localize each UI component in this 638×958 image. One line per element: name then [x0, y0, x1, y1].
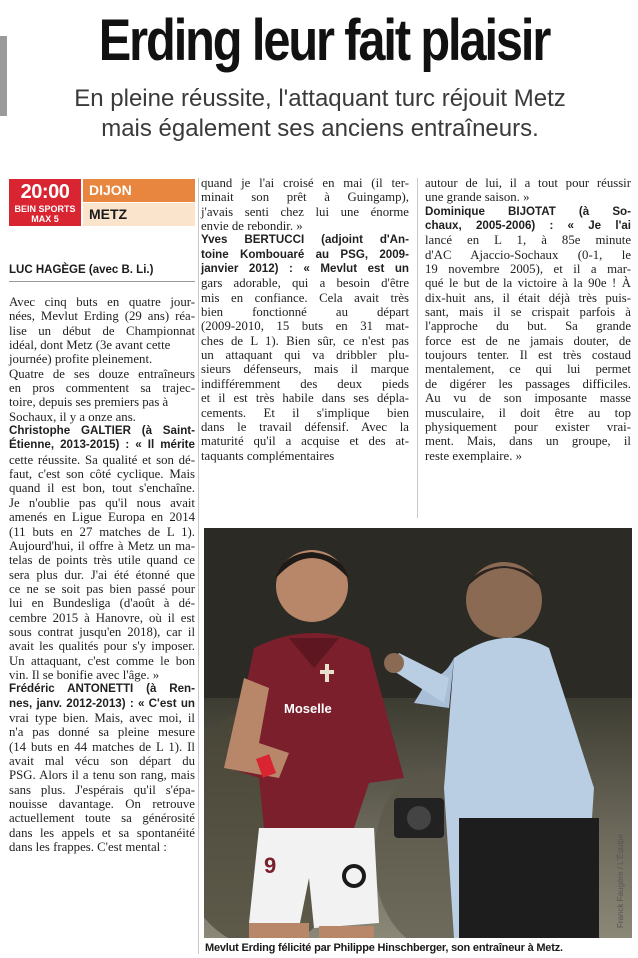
article-text-line: physiquement pour exister vrai- — [425, 419, 631, 434]
article-text-line: telas de points très utile quand ce — [9, 553, 195, 568]
tv-schedule-box — [9, 179, 195, 226]
article-photo — [204, 528, 632, 938]
article-text-line: sant, mais il se crispait parfois à — [425, 305, 631, 320]
article-text-line: l'approche du but. Sa grande — [425, 319, 631, 334]
article-text-line: (11 buts en 27 matches de L 1). — [9, 524, 195, 539]
article-text-line: ment. Mais, dans un groupe, il — [425, 434, 631, 449]
photo-credit: Franck Faugère / L'Équipe — [616, 833, 625, 928]
kickoff-time: 20:00 — [20, 181, 70, 203]
article-column-3 — [425, 176, 631, 463]
home-team: DIJON — [83, 179, 195, 202]
byline-divider — [9, 281, 195, 282]
article-text-line: et il est très habile dans ses dépla- — [201, 391, 409, 406]
article-text-line: ce ne se soit pas bien passé pour — [9, 581, 195, 596]
article-text-line: dans le travail défensif. Avec la — [201, 419, 409, 434]
article-text-line: force est de ne jamais douter, de — [425, 333, 631, 348]
article-column-1 — [9, 295, 195, 854]
article-text-line: n'a pas donné sa pleine mesure — [9, 725, 195, 740]
article-text-line: journée) profite pleinement. — [9, 352, 153, 367]
article-text-line: idéal, dont Metz (3e avant cette — [9, 338, 171, 353]
photo-caption: Mevlut Erding félicité par Philippe Hinschberger, son entraîneur à Metz. — [205, 942, 563, 954]
article-text-line: vin. Il se bonifie avec l'âge. » — [9, 667, 160, 682]
section-marker-bar — [0, 36, 7, 116]
subheadline — [40, 84, 600, 144]
article-text-line: actuellement toute sa générosité — [9, 811, 195, 826]
article-text-line: nouisse davantage. On retrouve — [9, 797, 195, 812]
article-text-line: toujours tenter. Il est très costaud — [425, 348, 631, 363]
article-text-line: quand je l'ai croisé en mai (il ter- — [201, 176, 409, 190]
article-text-line: cembre 2015 à Hanovre, où il est — [9, 610, 195, 625]
article-text-line: quand il est bon, tout s'enchaîne. — [9, 481, 195, 496]
article-text-line: faut, c'est son côté cyclique. Mais — [9, 467, 195, 482]
tv-channel-sub: MAX 5 — [31, 214, 59, 224]
article-text-line: j'avais senti chez lui une énorme — [201, 204, 409, 219]
article-text-line: janvier 2012) : « Mevlut est un — [201, 262, 409, 276]
article-text-line: dans les frappes. C'est mental : — [9, 840, 167, 855]
article-text-line: 19 novembre 2005), et il a mar- — [425, 262, 631, 277]
article-text-line: bien fonctionné au départ — [201, 305, 409, 320]
article-text-line: Au vu de son imposante masse — [425, 391, 631, 406]
headline: Erding leur fait plaisir — [98, 8, 550, 73]
article-text-line: de digérer les passages difficiles. — [425, 376, 631, 391]
article-text-line: taquants complémentaires — [201, 448, 335, 463]
article-text-line: sera plus dur. J'ai été étonné que — [9, 567, 195, 582]
article-text-line: cette réussite. Sa qualité et son dé- — [9, 452, 195, 467]
tv-channel: BEIN SPORTS — [14, 204, 76, 214]
article-text-line: PSG. Alors il a tenu son rang, mais — [9, 768, 195, 783]
article-text-line: dans les appels et sa spontanéité — [9, 825, 195, 840]
article-text-line: un attaquant qui va dribbler plu- — [201, 348, 409, 363]
article-text-line: cements. Et il s'implique bien — [201, 405, 409, 420]
article-text-line: Aujourd'hui, il offre à Metz un ma- — [9, 538, 195, 553]
article-text-line: Étienne, 2013-2015) : « Il mérite — [9, 438, 195, 452]
subheadline-line: En pleine réussite, l'attaquant turc réjouit Metz — [74, 85, 566, 112]
article-text-line: Je n'oublie pas qu'il nous avait — [9, 495, 195, 510]
article-column-2 — [201, 176, 409, 463]
column-divider — [198, 178, 199, 954]
article-text-line: une grande saison. » — [425, 190, 530, 205]
byline: LUC HAGÈGE (avec B. Li.) — [9, 264, 154, 276]
article-text-line: nées, Mevlut Erding (29 ans) réa- — [9, 309, 195, 324]
article-text-line: sieurs défenseurs, mais il marque — [201, 362, 409, 377]
article-text-line: minait son prêt à Guingamp), — [201, 190, 409, 205]
article-text-line: Quatre de ses douze entraîneurs — [9, 366, 195, 381]
article-text-line: vrai type bien. Mais, avec moi, il — [9, 710, 195, 725]
article-text-line: toire, depuis ses premiers pas à — [9, 395, 169, 410]
away-team: METZ — [83, 203, 195, 226]
subheadline-line: mais également ses anciens entraîneurs. — [101, 115, 539, 142]
article-text-line: Frédéric ANTONETTI (à Ren- — [9, 682, 195, 696]
column-divider — [417, 178, 418, 518]
article-text-line: (2009-2010, 15 buts en 31 mat- — [201, 319, 409, 334]
article-text-line: chaux, 2005-2006) : « Je l'ai — [425, 219, 631, 233]
shirt-number: 9 — [264, 853, 277, 878]
article-text-line: nes, janv. 2012-2013) : « C'est un — [9, 696, 195, 710]
article-text-line: Un attaquant, c'est comme le bon — [9, 653, 195, 668]
article-text-line: sans plus. J'espérais qu'il s'épa- — [9, 782, 195, 797]
article-text-line: Sochaux, il y a onze ans. — [9, 409, 136, 424]
article-text-line: lancé en L 1, à 85e minute — [425, 233, 631, 248]
article-text-line: envie de rebondir. » — [201, 219, 303, 234]
article-text-line: Dominique BIJOTAT (à So- — [425, 204, 631, 218]
article-text-line: mentalement, ce qui lui permet — [425, 362, 631, 377]
article-text-line: mis en confiance. Cela avait très — [201, 290, 409, 305]
article-text-line: lise un début de Championnat — [9, 323, 195, 338]
article-text-line: sous contrat jusqu'en 2018), car il — [9, 624, 195, 639]
article-text-line: en pros commentent sa trajec- — [9, 381, 195, 396]
article-text-line: amenés en Ligue Europa en 2014 — [9, 510, 195, 525]
article-text-line: toine Kombouaré au PSG, 2009- — [201, 247, 409, 261]
article-text-line: lui en Bundesliga (d'août à dé- — [9, 596, 195, 611]
article-text-line: (14 buts en 44 matches de L 1). Il — [9, 739, 195, 754]
article-text-line: musculaire, il doit être au top — [425, 405, 631, 420]
article-text-line: qué le but de la victoire à la 90e ! À — [425, 276, 631, 291]
tv-time-block — [9, 179, 81, 226]
article-text-line: avait mal vécu son départ du — [9, 754, 195, 768]
article-text-line: Avec cinq buts en quatre jour- — [9, 295, 195, 309]
article-text-line: reste exemplaire. » — [425, 448, 522, 463]
article-text-line: ches de L 1). Bien sûr, ce n'est pas — [201, 333, 409, 348]
photo-illustration — [204, 528, 632, 938]
article-text-line: maturité qu'il a acquise et des at- — [201, 434, 409, 449]
article-text-line: autour de lui, il a tout pour réussir — [425, 176, 631, 190]
article-text-line: Christophe GALTIER (à Saint- — [9, 424, 195, 438]
article-text-line: d'AC Ajaccio-Sochaux (0-1, le — [425, 247, 631, 262]
article-text-line: indifféremment des deux pieds — [201, 376, 409, 391]
article-text-line: avait les qualités pour s'y imposer. — [9, 639, 195, 654]
article-text-line: dix-huit ans, il était déjà très puis- — [425, 290, 631, 305]
article-text-line: gars adorable, qui a besoin d'être — [201, 276, 409, 291]
article-text-line: Yves BERTUCCI (adjoint d'An- — [201, 233, 409, 247]
shirt-sponsor: Moselle — [284, 701, 332, 716]
